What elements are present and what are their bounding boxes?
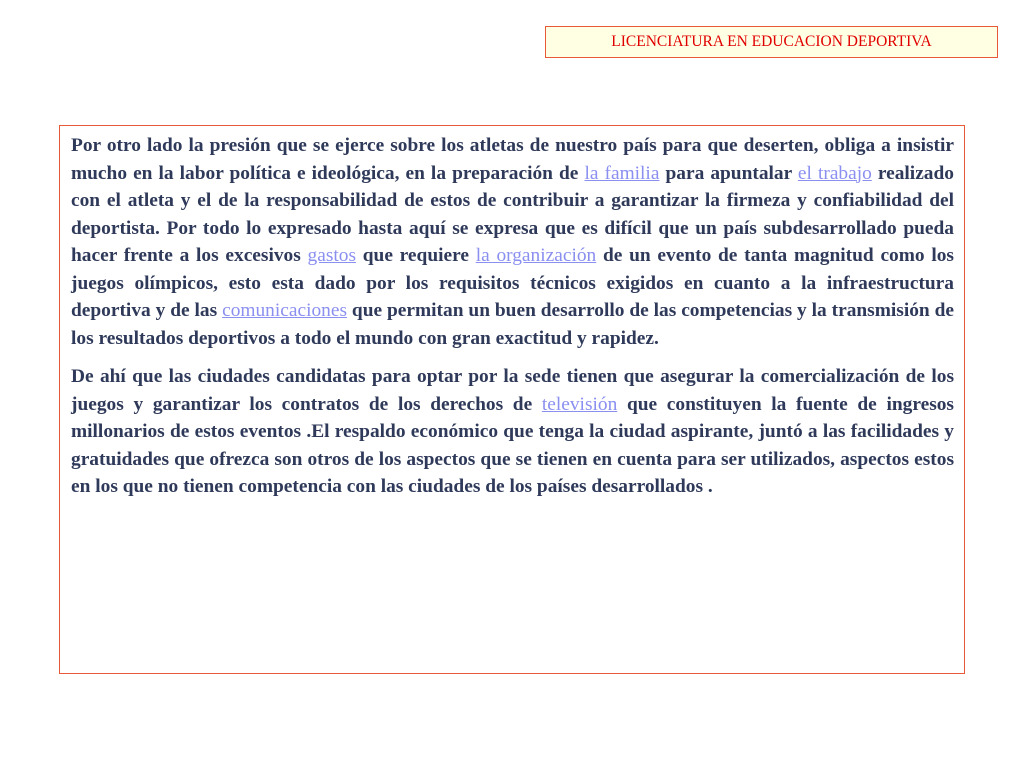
- paragraph-1-text-5: de un evento de tanta magnitud como los juegos olímpicos, esto esta dado por los requisitos técnicos exigidos en cuanto a la infraestructura deportiva y de las: [71, 245, 954, 321]
- paragraph-1-text-1: Por otro lado la presión que se ejerce sobre los atletas de nuestro país para que deserten, obliga a insistir mucho en la labor política e ideológica, en la preparación de: [71, 135, 954, 184]
- paragraph-1-text-6: que permitan un buen desarrollo de las competencias y la transmisión de los resultados deportivos a todo el mundo con gran exactitud y rapidez.: [71, 300, 954, 349]
- header-title-box: [545, 26, 998, 58]
- header-title: LICENCIATURA EN EDUCACION DEPORTIVA: [611, 33, 932, 50]
- link-comunicaciones[interactable]: comunicaciones: [222, 300, 348, 321]
- paragraph-2: [71, 363, 954, 501]
- paragraph-1-text-2: para apuntalar: [659, 162, 798, 184]
- paragraph-2-text-1: De ahí que las ciudades candidatas para optar por la sede tienen que asegurar la comercialización de los juegos y garantizar los contratos de los derechos de: [71, 366, 954, 415]
- paragraph-1: [71, 132, 954, 352]
- content-box: [59, 125, 965, 674]
- paragraph-2-text-2: que constituyen la fuente de ingresos millonarios de estos eventos .El respaldo económico que tenga la ciudad aspirante, juntó a las facilidades y gratuidades que ofrezca son otros de los aspectos que se tienen en cuenta para ser utilizados, aspectos estos en los que no tienen competencia con las ciudades de los países desarrollados .: [71, 393, 954, 497]
- link-television[interactable]: televisión: [541, 393, 618, 415]
- link-el-trabajo[interactable]: el trabajo: [797, 162, 872, 184]
- paragraph-1-text-3: realizado con el atleta y el de la responsabilidad de estos de contribuir a garantizar la firmeza y confiabilidad del deportista. Por todo lo expresado hasta aquí se expresa que es difícil que un país subdesarrollado pueda hacer frente a los excesivos: [71, 162, 954, 266]
- link-la-familia[interactable]: la familia: [584, 162, 660, 184]
- link-gastos[interactable]: gastos: [307, 245, 357, 266]
- paragraph-1-text-4: que requiere: [356, 245, 476, 266]
- link-la-organizacion[interactable]: la organización: [475, 245, 597, 266]
